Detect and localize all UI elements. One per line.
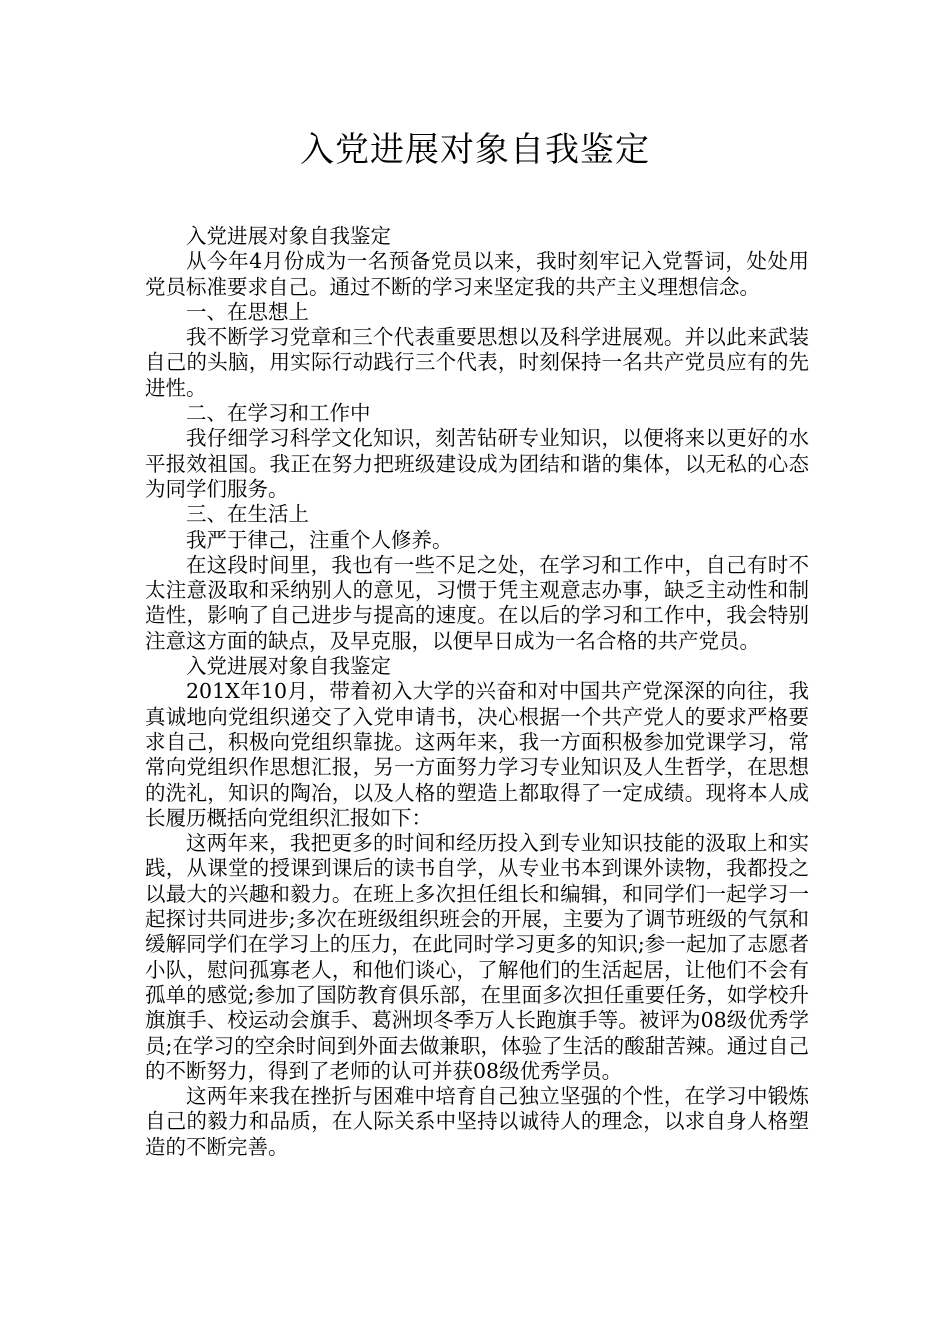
- document-title: 入党进展对象自我鉴定: [300, 130, 650, 170]
- section-heading-thought: 一、在思想上: [186, 299, 309, 324]
- paragraph-subtitle-2: 入党进展对象自我鉴定: [186, 654, 391, 679]
- section-heading-life: 三、在生活上: [186, 502, 309, 527]
- paragraph-subtitle-1: 入党进展对象自我鉴定: [186, 224, 391, 248]
- paragraph-intro: 从今年4月份成为一名预备党员以来，我时刻牢记入党誓词，处处用党员标准要求自己。通过不断的学习来坚定我的共产主义理想信念。: [145, 249, 809, 299]
- paragraph-thought: 我不断学习党章和三个代表重要思想以及科学进展观。并以此来武装自己的头脑，用实际行动践行三个代表，时刻保持一名共产党员应有的先进性。: [145, 325, 809, 400]
- paragraph-character: 这两年来我在挫折与困难中培育自己独立坚强的个性，在学习中锻炼自己的毅力和品质，在人际关系中坚持以诚待人的理念，以求自身人格塑造的不断完善。: [145, 1084, 809, 1159]
- paragraph-two-years: 这两年来，我把更多的时间和经历投入到专业知识技能的汲取上和实践，从课堂的授课到课后的读书自学，从专业书本到课外读物，我都投之以最大的兴趣和毅力。在班上多次担任组长和编辑，和同学们一起学习一起探讨共同进步;多次在班级组织班会的开展，主要为了调节班级的气氛和缓解同学们在学习上的压力，在此同时学习更多的知识;参一起加了志愿者小队，慰问孤寡老人，和他们谈心，了解他们的生活起居，让他们不会有孤单的感觉;参加了国防教育俱乐部，在里面多次担任重要任务，如学校升旗旗手、校运动会旗手、葛洲坝冬季万人长跑旗手等。被评为08级优秀学员;在学习的空余时间到外面去做兼职，体验了生活的酸甜苦辣。通过自己的不断努力，得到了老师的认可并获08级优秀学员。: [145, 831, 809, 1083]
- section-heading-study-work: 二、在学习和工作中: [186, 401, 371, 426]
- document-body: [145, 224, 809, 1160]
- paragraph-application: 201X年10月，带着初入大学的兴奋和对中国共产党深深的向往，我真诚地向党组织递交了入党申请书，决心根据一个共产党人的要求严格要求自己，积极向党组织靠拢。这两年来，我一方面积极参加党课学习，常常向党组织作思想汇报，另一方面努力学习专业知识及人生哲学，在思想的洗礼，知识的陶冶，以及人格的塑造上都取得了一定成绩。现将本人成长履历概括向党组织汇报如下：: [145, 679, 809, 830]
- paragraph-life: 我严于律己，注重个人修养。: [186, 527, 453, 552]
- paragraph-study-work: 我仔细学习科学文化知识，刻苦钻研专业知识，以便将来以更好的水平报效祖国。我正在努力把班级建设成为团结和谐的集体，以无私的心态为同学们服务。: [145, 426, 809, 501]
- paragraph-shortcomings: 在这段时间里，我也有一些不足之处，在学习和工作中，自己有时不太注意汲取和采纳别人的意见，习惯于凭主观意志办事，缺乏主动性和制造性，影响了自己进步与提高的速度。在以后的学习和工作中，我会特别注意这方面的缺点，及早克服，以便早日成为一名合格的共产党员。: [145, 552, 809, 653]
